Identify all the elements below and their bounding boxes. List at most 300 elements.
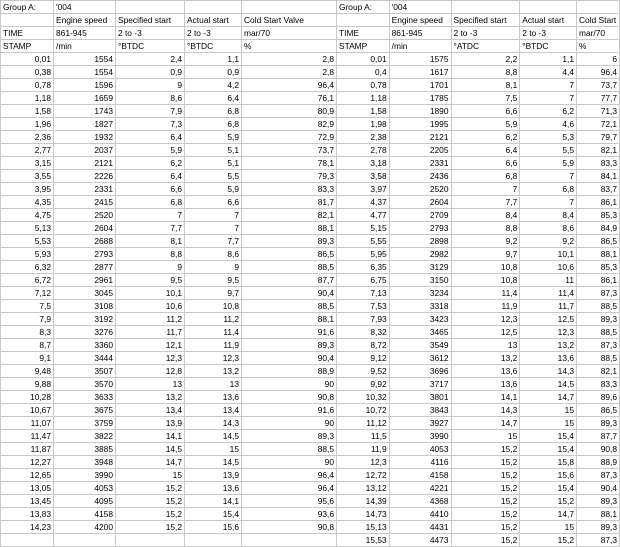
header-cell[interactable]: STAMP — [337, 40, 390, 53]
data-cell[interactable]: 2331 — [389, 157, 451, 170]
data-cell[interactable]: 15,53 — [337, 534, 390, 547]
data-cell[interactable]: 15,2 — [451, 508, 520, 521]
data-cell[interactable]: 4,75 — [1, 209, 54, 222]
data-cell[interactable]: 89,3 — [576, 495, 619, 508]
header-cell[interactable]: TIME — [1, 27, 54, 40]
data-cell[interactable]: 90,8 — [242, 391, 337, 404]
data-cell[interactable] — [54, 534, 116, 547]
data-cell[interactable]: 88,1 — [576, 508, 619, 521]
data-cell[interactable]: 88,5 — [576, 326, 619, 339]
header-cell[interactable]: 861-945 — [54, 27, 116, 40]
data-cell[interactable]: 9 — [116, 79, 185, 92]
data-cell[interactable]: 7 — [520, 79, 577, 92]
data-cell[interactable]: 12,5 — [520, 313, 577, 326]
data-cell[interactable]: 13,6 — [451, 365, 520, 378]
data-cell[interactable]: 89,3 — [576, 417, 619, 430]
data-cell[interactable]: 88,1 — [242, 222, 337, 235]
data-cell[interactable]: 0,78 — [337, 79, 390, 92]
data-cell[interactable]: 11,12 — [337, 417, 390, 430]
data-cell[interactable]: 15,2 — [451, 469, 520, 482]
data-cell[interactable]: 10,72 — [337, 404, 390, 417]
header-cell[interactable]: 861-945 — [389, 27, 451, 40]
data-cell[interactable]: 90,8 — [242, 521, 337, 534]
data-cell[interactable]: 3,58 — [337, 170, 390, 183]
data-cell[interactable]: 14,3 — [185, 417, 242, 430]
header-cell[interactable]: Engine speed — [54, 14, 116, 27]
data-cell[interactable]: 8,6 — [520, 222, 577, 235]
data-cell[interactable]: 82,1 — [576, 144, 619, 157]
data-cell[interactable]: 4053 — [389, 443, 451, 456]
data-cell[interactable]: 90 — [242, 456, 337, 469]
data-cell[interactable]: 14,1 — [116, 430, 185, 443]
header-cell[interactable] — [576, 1, 619, 14]
data-cell[interactable]: 13,2 — [185, 365, 242, 378]
data-cell[interactable]: 9,52 — [337, 365, 390, 378]
data-cell[interactable]: 6,4 — [185, 92, 242, 105]
data-cell[interactable]: 83,3 — [242, 183, 337, 196]
data-cell[interactable]: 84,9 — [576, 222, 619, 235]
data-cell[interactable]: 9 — [116, 261, 185, 274]
data-cell[interactable]: 8,3 — [1, 326, 54, 339]
data-cell[interactable]: 5,5 — [520, 144, 577, 157]
data-cell[interactable]: 80,9 — [242, 105, 337, 118]
data-cell[interactable]: 0,01 — [337, 53, 390, 66]
data-cell[interactable]: 4116 — [389, 456, 451, 469]
data-cell[interactable]: 88,5 — [242, 261, 337, 274]
data-cell[interactable]: 10,8 — [451, 274, 520, 287]
data-cell[interactable]: 2,2 — [451, 53, 520, 66]
data-cell[interactable]: 72,9 — [242, 131, 337, 144]
data-cell[interactable]: 0,38 — [1, 66, 54, 79]
data-cell[interactable]: 86,5 — [242, 248, 337, 261]
data-cell[interactable]: 7 — [451, 183, 520, 196]
header-cell[interactable]: Specified start — [451, 14, 520, 27]
data-cell[interactable]: 4200 — [54, 521, 116, 534]
data-cell[interactable]: 5,95 — [337, 248, 390, 261]
data-cell[interactable]: 3045 — [54, 287, 116, 300]
data-cell[interactable]: 12,1 — [116, 339, 185, 352]
data-cell[interactable]: 95,6 — [242, 495, 337, 508]
data-cell[interactable]: 73,7 — [242, 144, 337, 157]
data-cell[interactable]: 0,78 — [1, 79, 54, 92]
data-cell[interactable]: 6,6 — [451, 105, 520, 118]
data-cell[interactable]: 89,3 — [242, 235, 337, 248]
data-cell[interactable]: 87,3 — [576, 339, 619, 352]
header-cell[interactable]: 2 to -3 — [116, 27, 185, 40]
data-cell[interactable]: 2,78 — [337, 144, 390, 157]
data-cell[interactable]: 15,2 — [116, 482, 185, 495]
data-cell[interactable]: 2961 — [54, 274, 116, 287]
header-cell[interactable]: '004 — [389, 1, 451, 14]
data-cell[interactable]: 1743 — [54, 105, 116, 118]
data-cell[interactable]: 8,72 — [337, 339, 390, 352]
data-cell[interactable]: 3570 — [54, 378, 116, 391]
data-cell[interactable]: 15,4 — [520, 482, 577, 495]
data-cell[interactable]: 2982 — [389, 248, 451, 261]
header-cell[interactable] — [242, 1, 337, 14]
data-cell[interactable]: 6,32 — [1, 261, 54, 274]
data-cell[interactable]: 3612 — [389, 352, 451, 365]
data-cell[interactable]: 15,2 — [520, 534, 577, 547]
data-cell[interactable]: 7 — [185, 222, 242, 235]
data-cell[interactable]: 13,6 — [185, 482, 242, 495]
data-cell[interactable]: 15,8 — [520, 456, 577, 469]
header-cell[interactable]: 2 to -3 — [451, 27, 520, 40]
data-cell[interactable]: 3,97 — [337, 183, 390, 196]
data-cell[interactable]: 3507 — [54, 365, 116, 378]
data-cell[interactable]: 5,1 — [185, 144, 242, 157]
data-cell[interactable]: 90 — [242, 417, 337, 430]
data-cell[interactable]: 11,7 — [116, 326, 185, 339]
data-cell[interactable]: 2688 — [54, 235, 116, 248]
data-cell[interactable]: 93,6 — [242, 508, 337, 521]
data-cell[interactable]: 14,39 — [337, 495, 390, 508]
data-cell[interactable]: 12,3 — [451, 313, 520, 326]
data-cell[interactable]: 7,5 — [1, 300, 54, 313]
data-cell[interactable]: 85,3 — [576, 261, 619, 274]
data-cell[interactable]: 13 — [185, 378, 242, 391]
data-cell[interactable]: 4095 — [54, 495, 116, 508]
data-cell[interactable]: 15 — [185, 443, 242, 456]
data-cell[interactable]: 15 — [116, 469, 185, 482]
data-cell[interactable]: 1554 — [54, 66, 116, 79]
data-cell[interactable]: 5,5 — [185, 170, 242, 183]
data-cell[interactable]: 2709 — [389, 209, 451, 222]
data-cell[interactable]: 81,7 — [242, 196, 337, 209]
data-cell[interactable]: 5,9 — [185, 183, 242, 196]
data-cell[interactable]: 82,1 — [242, 209, 337, 222]
data-cell[interactable]: 13,2 — [451, 352, 520, 365]
header-cell[interactable] — [337, 14, 390, 27]
data-cell[interactable]: 15,4 — [520, 443, 577, 456]
data-cell[interactable]: 4158 — [389, 469, 451, 482]
data-cell[interactable]: 7,13 — [337, 287, 390, 300]
data-cell[interactable]: 87,7 — [242, 274, 337, 287]
data-cell[interactable]: 6,4 — [116, 131, 185, 144]
data-cell[interactable]: 13,6 — [520, 352, 577, 365]
data-cell[interactable]: 87,7 — [576, 430, 619, 443]
data-cell[interactable]: 3990 — [389, 430, 451, 443]
data-cell[interactable]: 5,13 — [1, 222, 54, 235]
data-cell[interactable]: 4410 — [389, 508, 451, 521]
data-cell[interactable]: 15,2 — [116, 521, 185, 534]
data-cell[interactable]: 9 — [185, 261, 242, 274]
data-cell[interactable]: 5,9 — [451, 118, 520, 131]
data-cell[interactable]: 7 — [520, 196, 577, 209]
data-cell[interactable]: 3276 — [54, 326, 116, 339]
data-cell[interactable]: 1659 — [54, 92, 116, 105]
data-cell[interactable]: 1617 — [389, 66, 451, 79]
data-cell[interactable]: 83,3 — [576, 157, 619, 170]
data-cell[interactable]: 7,7 — [185, 235, 242, 248]
header-cell[interactable]: °BTDC — [185, 40, 242, 53]
data-cell[interactable]: 15,2 — [451, 482, 520, 495]
data-cell[interactable]: 3822 — [54, 430, 116, 443]
data-cell[interactable]: 12,3 — [337, 456, 390, 469]
data-cell[interactable]: 2793 — [389, 222, 451, 235]
data-cell[interactable]: 88,5 — [576, 352, 619, 365]
data-cell[interactable]: 8,6 — [116, 92, 185, 105]
data-cell[interactable]: 88,5 — [242, 300, 337, 313]
data-cell[interactable]: 10,6 — [116, 300, 185, 313]
data-cell[interactable]: 79,3 — [242, 170, 337, 183]
data-cell[interactable]: 13,6 — [185, 391, 242, 404]
data-cell[interactable]: 4158 — [54, 508, 116, 521]
data-cell[interactable]: 78,1 — [242, 157, 337, 170]
data-cell[interactable]: 88,1 — [242, 313, 337, 326]
data-cell[interactable]: 5,9 — [116, 144, 185, 157]
header-cell[interactable]: TIME — [337, 27, 390, 40]
data-cell[interactable]: 6,2 — [451, 131, 520, 144]
data-cell[interactable]: 85,3 — [576, 209, 619, 222]
data-cell[interactable]: 3108 — [54, 300, 116, 313]
data-cell[interactable]: 15,2 — [451, 495, 520, 508]
data-cell[interactable]: 90,4 — [242, 352, 337, 365]
data-cell[interactable]: 90 — [242, 378, 337, 391]
data-cell[interactable]: 96,4 — [242, 469, 337, 482]
data-cell[interactable]: 4,35 — [1, 196, 54, 209]
data-cell[interactable]: 15,2 — [451, 534, 520, 547]
data-cell[interactable]: 10,8 — [451, 261, 520, 274]
data-cell[interactable]: 1,1 — [185, 53, 242, 66]
data-cell[interactable]: 3885 — [54, 443, 116, 456]
data-cell[interactable]: 12,27 — [1, 456, 54, 469]
data-cell[interactable]: 8,4 — [451, 209, 520, 222]
data-cell[interactable]: 7,53 — [337, 300, 390, 313]
data-cell[interactable]: 4431 — [389, 521, 451, 534]
data-cell[interactable]: 6,8 — [451, 170, 520, 183]
data-cell[interactable]: 10,8 — [185, 300, 242, 313]
header-cell[interactable]: '004 — [54, 1, 116, 14]
data-cell[interactable]: 15 — [520, 521, 577, 534]
data-cell[interactable]: 7,7 — [451, 196, 520, 209]
data-cell[interactable]: 10,32 — [337, 391, 390, 404]
data-cell[interactable]: 1575 — [389, 53, 451, 66]
data-cell[interactable]: 1596 — [54, 79, 116, 92]
data-cell[interactable]: 2520 — [54, 209, 116, 222]
data-cell[interactable]: 86,1 — [576, 274, 619, 287]
data-cell[interactable]: 11,2 — [185, 313, 242, 326]
data-cell[interactable]: 2898 — [389, 235, 451, 248]
data-cell[interactable]: 13,12 — [337, 482, 390, 495]
data-cell[interactable]: 9,92 — [337, 378, 390, 391]
data-cell[interactable]: 1932 — [54, 131, 116, 144]
data-cell[interactable]: 11,47 — [1, 430, 54, 443]
data-cell[interactable]: 2226 — [54, 170, 116, 183]
data-cell[interactable]: 3,15 — [1, 157, 54, 170]
data-cell[interactable]: 91,6 — [242, 404, 337, 417]
data-cell[interactable]: 9,7 — [451, 248, 520, 261]
data-cell[interactable]: 7,9 — [1, 313, 54, 326]
data-cell[interactable]: 15 — [451, 430, 520, 443]
data-cell[interactable]: 5,93 — [1, 248, 54, 261]
data-cell[interactable]: 12,8 — [116, 365, 185, 378]
data-cell[interactable]: 9,5 — [185, 274, 242, 287]
data-cell[interactable]: 13,05 — [1, 482, 54, 495]
data-cell[interactable] — [242, 534, 337, 547]
data-cell[interactable]: 89,3 — [242, 430, 337, 443]
header-cell[interactable] — [185, 1, 242, 14]
data-cell[interactable]: 14,1 — [451, 391, 520, 404]
data-cell[interactable]: 10,67 — [1, 404, 54, 417]
data-cell[interactable]: 9,2 — [451, 235, 520, 248]
data-cell[interactable]: 14,5 — [520, 378, 577, 391]
header-cell[interactable]: Specified start — [116, 14, 185, 27]
data-cell[interactable]: 15,4 — [185, 508, 242, 521]
data-cell[interactable]: 5,9 — [520, 157, 577, 170]
data-cell[interactable]: 1,98 — [337, 118, 390, 131]
data-cell[interactable]: 1,96 — [1, 118, 54, 131]
data-cell[interactable]: 14,5 — [185, 456, 242, 469]
data-cell[interactable]: 96,4 — [576, 66, 619, 79]
data-cell[interactable]: 9,1 — [1, 352, 54, 365]
data-cell[interactable]: 7 — [520, 170, 577, 183]
header-cell[interactable]: /min — [54, 40, 116, 53]
data-cell[interactable]: 7,93 — [337, 313, 390, 326]
data-cell[interactable]: 2,36 — [1, 131, 54, 144]
header-cell[interactable] — [451, 1, 520, 14]
data-cell[interactable]: 2,38 — [337, 131, 390, 144]
data-cell[interactable]: 14,23 — [1, 521, 54, 534]
data-cell[interactable]: 4053 — [54, 482, 116, 495]
data-cell[interactable]: 5,53 — [1, 235, 54, 248]
header-cell[interactable]: Engine speed — [389, 14, 451, 27]
data-cell[interactable]: 82,1 — [576, 365, 619, 378]
data-cell[interactable]: 11,87 — [1, 443, 54, 456]
data-cell[interactable]: 3,55 — [1, 170, 54, 183]
data-cell[interactable]: 90,4 — [576, 482, 619, 495]
data-cell[interactable]: 1701 — [389, 79, 451, 92]
data-cell[interactable]: 2793 — [54, 248, 116, 261]
data-cell[interactable]: 3990 — [54, 469, 116, 482]
data-cell[interactable]: 88,9 — [576, 456, 619, 469]
header-cell[interactable]: 2 to -3 — [520, 27, 577, 40]
data-cell[interactable]: 88,9 — [242, 365, 337, 378]
data-cell[interactable]: 13,6 — [451, 378, 520, 391]
data-cell[interactable]: 7,5 — [451, 92, 520, 105]
data-cell[interactable]: 72,1 — [576, 118, 619, 131]
header-cell[interactable]: 2 to -3 — [185, 27, 242, 40]
data-cell[interactable]: 14,5 — [185, 430, 242, 443]
data-cell[interactable]: 12,5 — [451, 326, 520, 339]
data-cell[interactable]: 7 — [520, 92, 577, 105]
data-cell[interactable]: 3234 — [389, 287, 451, 300]
data-cell[interactable]: 6,4 — [116, 170, 185, 183]
header-cell[interactable]: STAMP — [1, 40, 54, 53]
data-cell[interactable]: 15,2 — [116, 508, 185, 521]
data-cell[interactable]: 11 — [520, 274, 577, 287]
data-cell[interactable]: 13,4 — [116, 404, 185, 417]
data-cell[interactable]: 15,6 — [185, 521, 242, 534]
data-cell[interactable]: 12,3 — [185, 352, 242, 365]
data-cell[interactable]: 8,1 — [116, 235, 185, 248]
header-cell[interactable]: Cold Start — [576, 14, 619, 27]
data-cell[interactable]: 77,7 — [576, 92, 619, 105]
data-cell[interactable] — [185, 534, 242, 547]
data-cell[interactable]: 7,3 — [116, 118, 185, 131]
header-cell[interactable]: % — [242, 40, 337, 53]
data-cell[interactable]: 3801 — [389, 391, 451, 404]
data-cell[interactable]: 8,8 — [116, 248, 185, 261]
data-cell[interactable]: 3633 — [54, 391, 116, 404]
data-cell[interactable]: 83,3 — [576, 378, 619, 391]
data-cell[interactable]: 10,1 — [116, 287, 185, 300]
data-cell[interactable]: 2520 — [389, 183, 451, 196]
data-cell[interactable]: 3129 — [389, 261, 451, 274]
data-cell[interactable]: 0,01 — [1, 53, 54, 66]
data-cell[interactable]: 6,6 — [116, 183, 185, 196]
data-cell[interactable]: 11,07 — [1, 417, 54, 430]
data-cell[interactable]: 91,6 — [242, 326, 337, 339]
header-cell[interactable] — [116, 1, 185, 14]
data-cell[interactable]: 7 — [116, 209, 185, 222]
data-cell[interactable]: 12,65 — [1, 469, 54, 482]
data-cell[interactable]: 88,5 — [576, 300, 619, 313]
header-cell[interactable]: Cold Start Valve — [242, 14, 337, 27]
data-cell[interactable]: 13,2 — [116, 391, 185, 404]
data-cell[interactable]: 3444 — [54, 352, 116, 365]
data-cell[interactable]: 14,7 — [520, 508, 577, 521]
data-cell[interactable]: 13 — [451, 339, 520, 352]
data-cell[interactable]: 13,9 — [185, 469, 242, 482]
data-cell[interactable]: 0,9 — [185, 66, 242, 79]
data-cell[interactable]: 15 — [520, 417, 577, 430]
data-cell[interactable]: 6,6 — [451, 157, 520, 170]
data-cell[interactable]: 10,28 — [1, 391, 54, 404]
data-cell[interactable]: 86,1 — [576, 196, 619, 209]
data-cell[interactable]: 2604 — [389, 196, 451, 209]
data-cell[interactable]: 15,4 — [520, 430, 577, 443]
header-cell[interactable]: Actual start — [520, 14, 577, 27]
data-cell[interactable]: 83,7 — [576, 183, 619, 196]
data-cell[interactable]: 13,4 — [185, 404, 242, 417]
data-cell[interactable]: 4,4 — [520, 66, 577, 79]
data-cell[interactable]: 6,2 — [116, 157, 185, 170]
data-cell[interactable]: 14,7 — [520, 391, 577, 404]
data-cell[interactable]: 2,4 — [116, 53, 185, 66]
data-cell[interactable]: 6,8 — [185, 118, 242, 131]
data-cell[interactable]: 14,1 — [185, 495, 242, 508]
data-cell[interactable]: 96,4 — [242, 482, 337, 495]
data-cell[interactable]: 5,55 — [337, 235, 390, 248]
data-cell[interactable]: 15,13 — [337, 521, 390, 534]
data-cell[interactable]: 13,83 — [1, 508, 54, 521]
data-cell[interactable]: 11,4 — [185, 326, 242, 339]
data-cell[interactable]: 7,12 — [1, 287, 54, 300]
data-cell[interactable]: 15,2 — [451, 521, 520, 534]
data-cell[interactable]: 3717 — [389, 378, 451, 391]
data-cell[interactable]: 8,8 — [451, 66, 520, 79]
data-cell[interactable]: 71,3 — [576, 105, 619, 118]
header-cell[interactable]: °BTDC — [116, 40, 185, 53]
data-cell[interactable]: 4,77 — [337, 209, 390, 222]
data-cell[interactable]: 5,1 — [185, 157, 242, 170]
data-cell[interactable]: 6,2 — [520, 105, 577, 118]
data-cell[interactable]: 3423 — [389, 313, 451, 326]
data-cell[interactable]: 4473 — [389, 534, 451, 547]
data-cell[interactable]: 3360 — [54, 339, 116, 352]
data-cell[interactable]: 2436 — [389, 170, 451, 183]
data-cell[interactable]: 10,6 — [520, 261, 577, 274]
data-cell[interactable]: 1890 — [389, 105, 451, 118]
data-cell[interactable]: 2121 — [54, 157, 116, 170]
data-cell[interactable]: 96,4 — [242, 79, 337, 92]
data-cell[interactable]: 87,3 — [576, 469, 619, 482]
data-cell[interactable]: 87,3 — [576, 534, 619, 547]
data-cell[interactable]: 9,88 — [1, 378, 54, 391]
data-cell[interactable]: 84,1 — [576, 170, 619, 183]
data-cell[interactable]: 3675 — [54, 404, 116, 417]
